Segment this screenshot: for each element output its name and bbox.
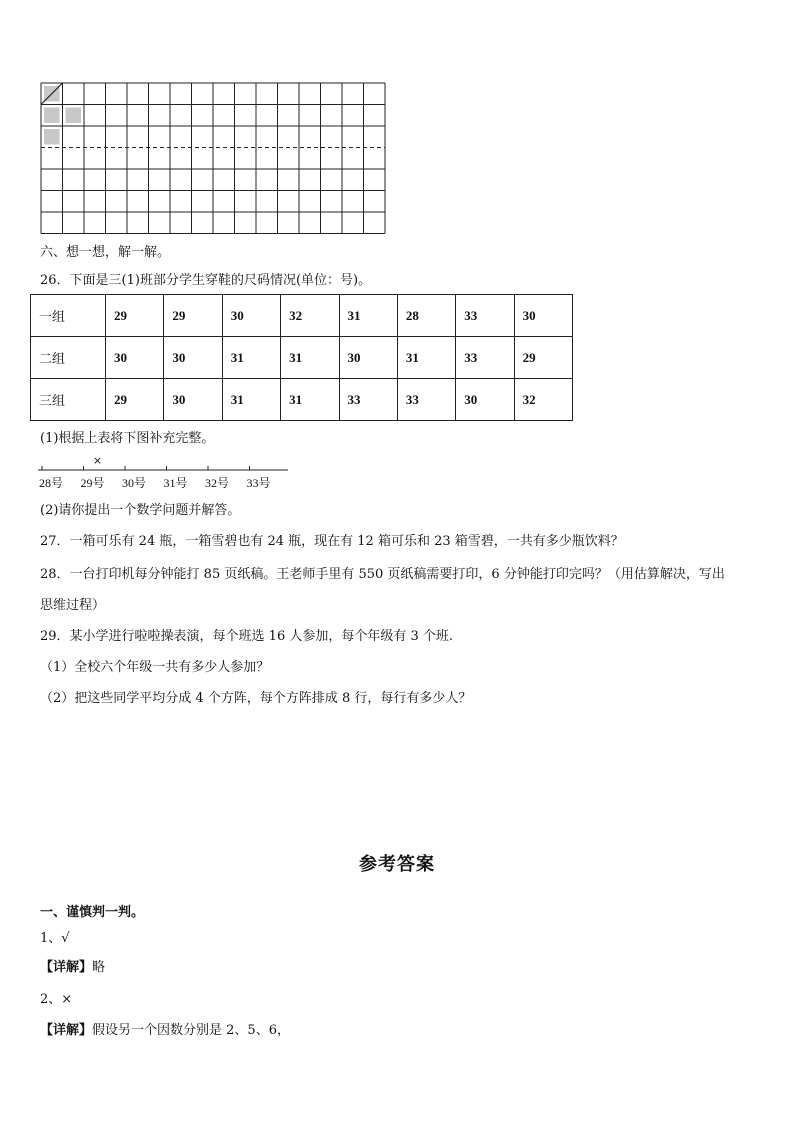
row-label: 一组 bbox=[31, 295, 106, 337]
question-29-part1: （1）全校六个年级一共有多少人参加？ bbox=[40, 660, 270, 675]
table-cell: 30 bbox=[339, 337, 397, 379]
table-cell: 32 bbox=[514, 379, 572, 421]
table-cell: 30 bbox=[514, 295, 572, 337]
question-29: 29．某小学进行啦啦操表演，每个班选 16 人参加，每个年级有 3 个班. bbox=[40, 629, 454, 644]
table-cell: 33 bbox=[397, 379, 455, 421]
number-line-figure bbox=[38, 452, 298, 498]
table-cell: 31 bbox=[281, 337, 339, 379]
table-cell: 33 bbox=[339, 379, 397, 421]
table-cell: 31 bbox=[397, 337, 455, 379]
table-row bbox=[31, 337, 573, 379]
row-label: 二组 bbox=[31, 337, 106, 379]
answers-section1: 一、谨慎判一判。 bbox=[40, 905, 145, 920]
tick-label: 30号 bbox=[122, 476, 147, 490]
shaded-cell bbox=[66, 108, 82, 124]
table-cell: 30 bbox=[222, 295, 280, 337]
tick-label: 33号 bbox=[246, 476, 271, 490]
table-cell: 31 bbox=[222, 337, 280, 379]
table-cell: 29 bbox=[106, 295, 164, 337]
square-grid bbox=[40, 82, 388, 237]
count-mark: × bbox=[92, 454, 103, 467]
shoe-size-table bbox=[30, 294, 573, 421]
table-cell: 29 bbox=[164, 295, 222, 337]
table-cell: 31 bbox=[339, 295, 397, 337]
table-row bbox=[31, 295, 573, 337]
table-cell: 31 bbox=[222, 379, 280, 421]
answer-2-detail bbox=[40, 1022, 290, 1040]
question-28-line1: 28．一台打印机每分钟能打 85 页纸稿。王老师手里有 550 页纸稿需要打印，6 分钟能打印完吗？（用估算解决，写出 bbox=[40, 567, 725, 582]
table-cell: 32 bbox=[281, 295, 339, 337]
row-label: 三组 bbox=[31, 379, 106, 421]
number-line bbox=[38, 452, 298, 494]
tick-label: 28号 bbox=[39, 476, 64, 490]
table-cell: 30 bbox=[106, 337, 164, 379]
shaded-cell bbox=[44, 129, 60, 145]
grid-figure bbox=[40, 82, 388, 241]
section6-title: 六、想一想，解一解。 bbox=[40, 245, 171, 260]
tick-label: 32号 bbox=[205, 476, 230, 490]
answer-1-detail bbox=[40, 959, 105, 977]
table-cell: 33 bbox=[456, 295, 514, 337]
shaded-cell bbox=[44, 108, 60, 124]
detail-tag: 【详解】 bbox=[40, 960, 93, 975]
answers-title: 参考答案 bbox=[359, 854, 435, 875]
table-cell: 30 bbox=[456, 379, 514, 421]
answer-1: 1、√ bbox=[40, 931, 70, 946]
table-cell: 31 bbox=[281, 379, 339, 421]
table-cell: 33 bbox=[456, 337, 514, 379]
question-29-part2: （2）把这些同学平均分成 4 个方阵，每个方阵排成 8 行，每行有多少人？ bbox=[40, 691, 472, 706]
table-cell: 30 bbox=[164, 337, 222, 379]
detail-tag: 【详解】 bbox=[40, 1023, 93, 1038]
table-row bbox=[31, 379, 573, 421]
question-26-part2: (2)请你提出一个数学问题并解答。 bbox=[40, 503, 241, 518]
question-28-line2: 思维过程） bbox=[40, 598, 106, 613]
question-27: 27．一箱可乐有 24 瓶，一箱雪碧也有 24 瓶，现在有 12 箱可乐和 23 箱雪碧，一共有多少瓶饮料？ bbox=[40, 534, 624, 549]
table-cell: 28 bbox=[397, 295, 455, 337]
tick-label: 31号 bbox=[163, 476, 188, 490]
table-cell: 29 bbox=[106, 379, 164, 421]
detail-text: 假设另一个因数分别是 2、5、6， bbox=[92, 1023, 290, 1038]
answer-2: 2、× bbox=[40, 992, 73, 1007]
tick-label: 29号 bbox=[80, 476, 105, 490]
question-26: 26．下面是三(1)班部分学生穿鞋的尺码情况(单位：号)。 bbox=[40, 273, 372, 288]
question-26-part1: (1)根据上表将下图补充完整。 bbox=[40, 431, 215, 446]
table-cell: 29 bbox=[514, 337, 572, 379]
table-cell: 30 bbox=[164, 379, 222, 421]
detail-text: 略 bbox=[92, 960, 106, 975]
